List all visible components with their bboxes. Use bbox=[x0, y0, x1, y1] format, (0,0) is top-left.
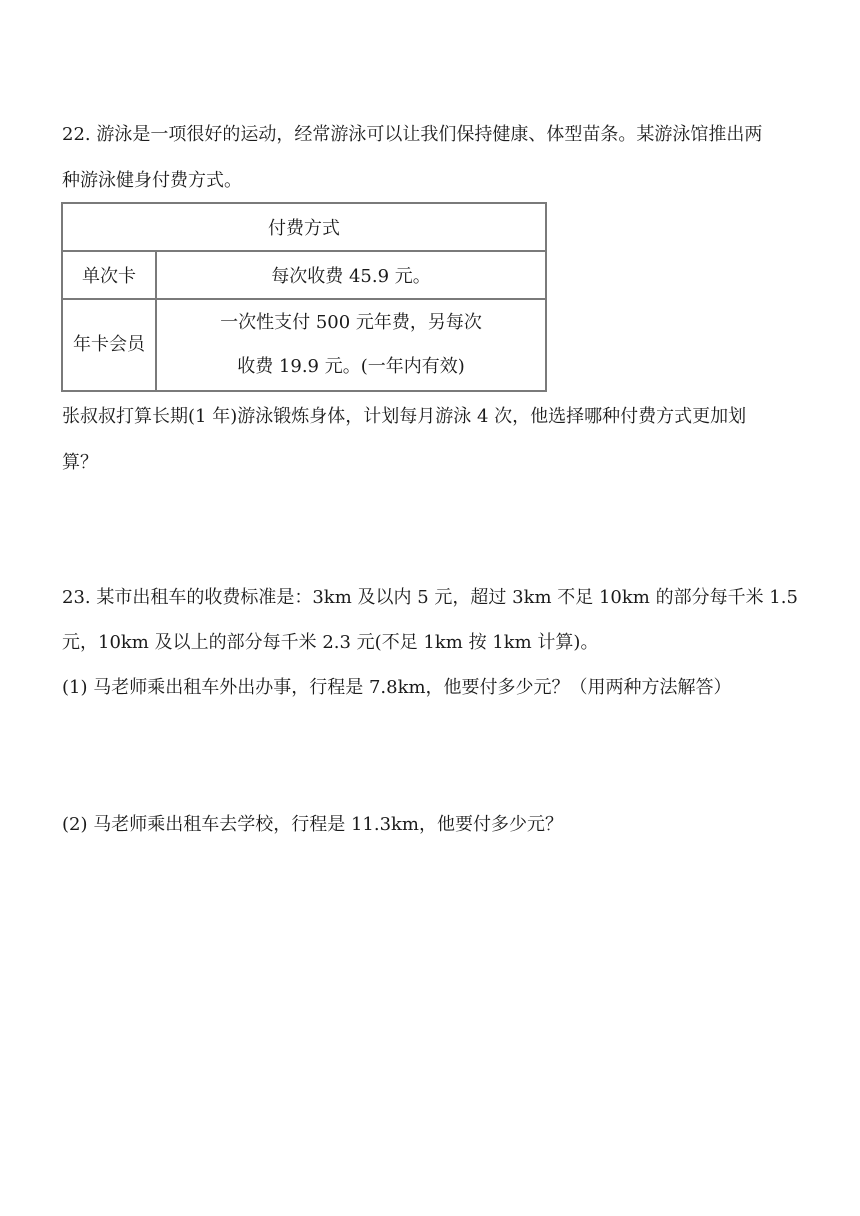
payment-method-table bbox=[61, 202, 547, 392]
q22-text-line1: 22. 游泳是一项很好的运动，经常游泳可以让我们保持健康、体型苗条。某游泳馆推出两 bbox=[62, 124, 763, 145]
annual-member-line1: 一次性支付 500 元年费，另每次 bbox=[220, 312, 482, 333]
annual-member-line2: 收费 19.9 元。(一年内有效) bbox=[237, 356, 465, 377]
table-header: 付费方式 bbox=[62, 203, 546, 251]
row-content-single-card: 每次收费 45.9 元。 bbox=[156, 251, 546, 299]
table-row bbox=[62, 251, 546, 299]
q23-text-line1: 23. 某市出租车的收费标准是：3km 及以内 5 元，超过 3km 不足 10km 的部分每千米 1.5 bbox=[62, 587, 798, 608]
q23-sub-question-2: (2) 马老师乘出租车去学校，行程是 11.3km，他要付多少元？ bbox=[62, 814, 563, 835]
row-label-annual-member: 年卡会员 bbox=[62, 299, 156, 391]
q23-sub-question-1: (1) 马老师乘出租车外出办事，行程是 7.8km，他要付多少元？（用两种方法解答） bbox=[62, 677, 732, 698]
q22-question-line2: 算？ bbox=[62, 452, 98, 473]
row-content-annual-member bbox=[156, 299, 546, 391]
q23-text-line2: 元，10km 及以上的部分每千米 2.3 元(不足 1km 按 1km 计算)。 bbox=[62, 632, 599, 653]
q22-question-line1: 张叔叔打算长期(1 年)游泳锻炼身体，计划每月游泳 4 次，他选择哪种付费方式更加划 bbox=[62, 406, 747, 427]
row-label-single-card: 单次卡 bbox=[62, 251, 156, 299]
q22-text-line2: 种游泳健身付费方式。 bbox=[62, 170, 242, 191]
table-row bbox=[62, 299, 546, 391]
